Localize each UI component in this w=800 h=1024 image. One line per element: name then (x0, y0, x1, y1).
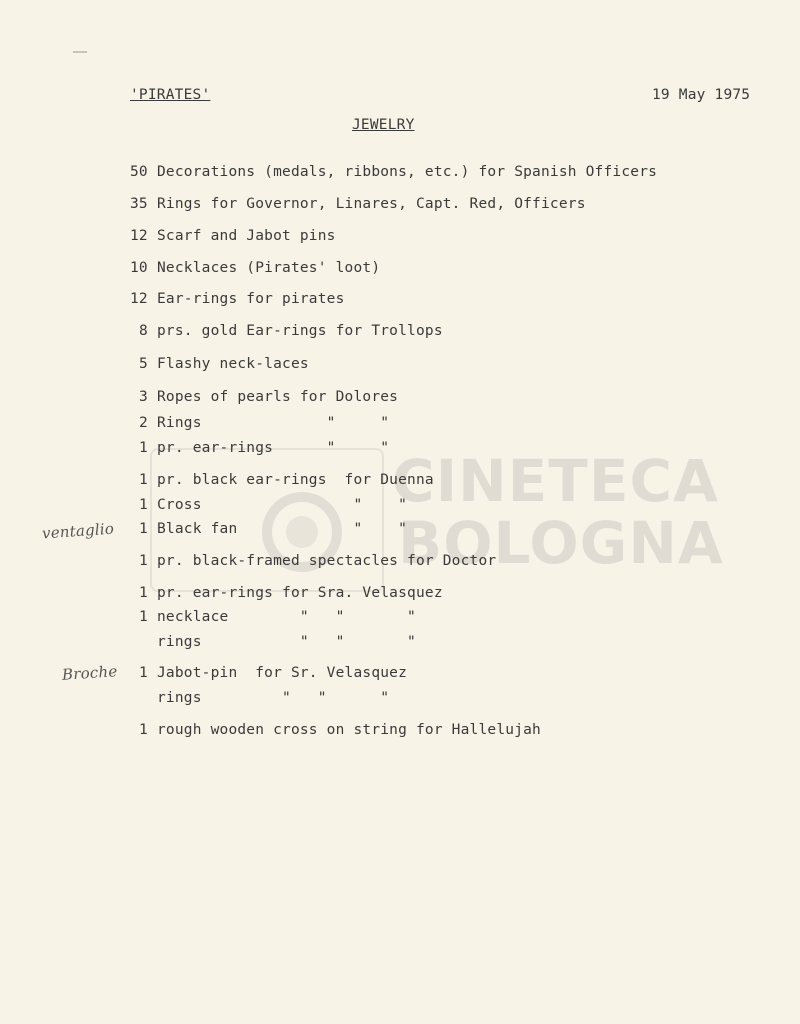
item-desc: Cross " " (157, 497, 408, 513)
handwritten-note-broche: Broche (61, 662, 118, 684)
item-qty: 1 (139, 609, 148, 625)
item-desc: Decorations (medals, ribbons, etc.) for Spanish Officers (157, 164, 658, 180)
handwritten-note-ventaglio: ventaglio (41, 519, 115, 543)
item-desc: prs. gold Ear-rings for Trollops (157, 323, 443, 339)
item-qty: 1 (139, 440, 148, 456)
item-desc: Flashy neck-laces (157, 356, 309, 372)
item-desc: pr. ear-rings " " (157, 440, 390, 456)
item-qty: 3 (139, 389, 148, 405)
item-qty: 12 (130, 291, 148, 307)
item-qty: 1 (139, 497, 148, 513)
item-desc: Necklaces (Pirates' loot) (157, 260, 381, 276)
item-desc: pr. ear-rings for Sra. Velasquez (157, 585, 443, 601)
item-desc: Jabot-pin for Sr. Velasquez (157, 665, 408, 681)
item-desc: Ear-rings for pirates (157, 291, 345, 307)
item-desc: Ropes of pearls for Dolores (157, 389, 399, 405)
item-desc: Rings " " (157, 415, 390, 431)
item-qty: 35 (130, 196, 148, 212)
item-qty: 1 (139, 553, 148, 569)
item-desc: Scarf and Jabot pins (157, 228, 336, 244)
production-title: 'PIRATES' (130, 87, 211, 103)
item-qty: 1 (139, 585, 148, 601)
watermark-line-2: BOLOGNA (398, 509, 724, 577)
item-desc: rings " " " (157, 690, 390, 706)
item-qty: 1 (139, 665, 148, 681)
watermark-line-1: CINETECA (392, 447, 719, 515)
item-qty: 10 (130, 260, 148, 276)
item-desc: pr. black ear-rings for Duenna (157, 472, 434, 488)
item-qty: 50 (130, 164, 148, 180)
item-desc: necklace " " " (157, 609, 416, 625)
item-desc: Black fan " " (157, 521, 408, 537)
page-mark (73, 51, 87, 53)
item-desc: rings " " " (157, 634, 416, 650)
document-date: 19 May 1975 (652, 87, 751, 103)
item-qty: 1 (139, 722, 148, 738)
item-qty: 2 (139, 415, 148, 431)
item-qty: 1 (139, 521, 148, 537)
item-qty: 12 (130, 228, 148, 244)
item-qty: 1 (139, 472, 148, 488)
item-qty: 5 (139, 356, 148, 372)
item-desc: rough wooden cross on string for Hallelujah (157, 722, 541, 738)
item-desc: pr. black-framed spectacles for Doctor (157, 553, 497, 569)
item-desc: Rings for Governor, Linares, Capt. Red, Officers (157, 196, 586, 212)
page-title: JEWELRY (352, 117, 415, 133)
item-qty: 8 (139, 323, 148, 339)
